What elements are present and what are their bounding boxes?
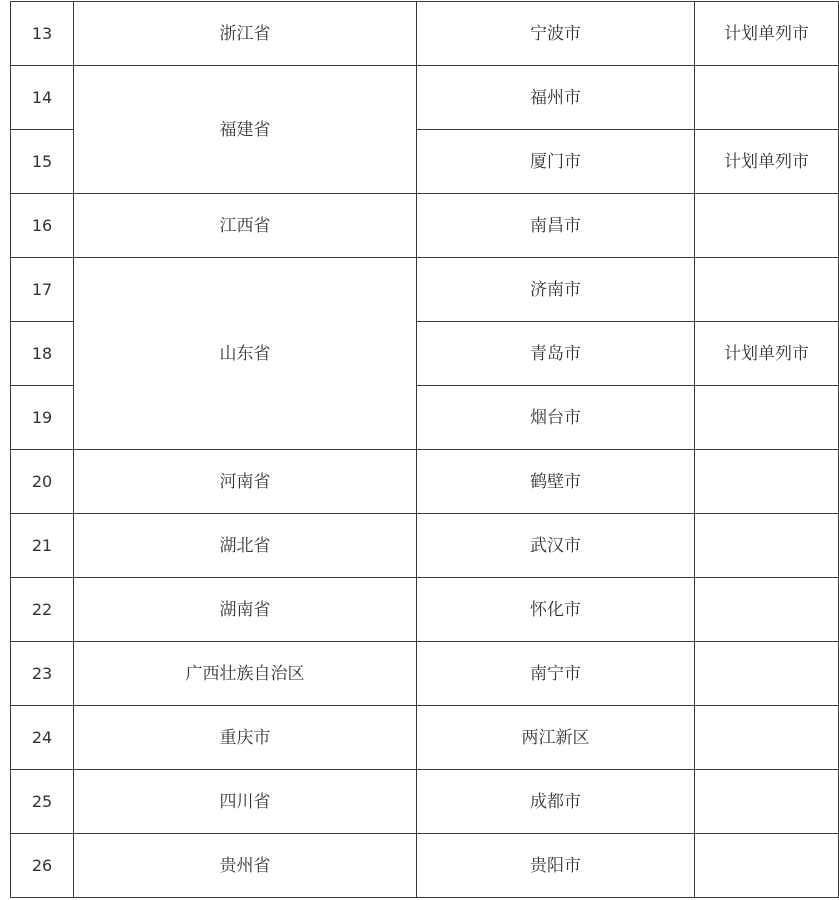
note-cell (695, 66, 839, 130)
note-cell (695, 834, 839, 898)
city-cell: 鹤壁市 (417, 450, 695, 514)
note-cell (695, 770, 839, 834)
province-cell: 河南省 (74, 450, 417, 514)
table-row (11, 770, 839, 834)
city-cell: 宁波市 (417, 2, 695, 66)
note-cell: 计划单列市 (695, 322, 839, 386)
city-list-table (10, 1, 839, 898)
province-cell: 贵州省 (74, 834, 417, 898)
city-cell: 怀化市 (417, 578, 695, 642)
city-cell: 济南市 (417, 258, 695, 322)
city-cell: 青岛市 (417, 322, 695, 386)
city-cell: 福州市 (417, 66, 695, 130)
province-cell: 重庆市 (74, 706, 417, 770)
note-cell (695, 706, 839, 770)
table-row (11, 2, 839, 66)
province-cell: 湖南省 (74, 578, 417, 642)
province-cell: 山东省 (74, 258, 417, 450)
row-number-cell: 13 (11, 2, 74, 66)
city-cell: 两江新区 (417, 706, 695, 770)
row-number-cell: 19 (11, 386, 74, 450)
note-cell (695, 578, 839, 642)
row-number-cell: 21 (11, 514, 74, 578)
note-cell (695, 194, 839, 258)
table-row (11, 834, 839, 898)
note-cell: 计划单列市 (695, 2, 839, 66)
city-cell: 南昌市 (417, 194, 695, 258)
row-number-cell: 26 (11, 834, 74, 898)
note-cell (695, 450, 839, 514)
table-row (11, 450, 839, 514)
city-cell: 成都市 (417, 770, 695, 834)
row-number-cell: 25 (11, 770, 74, 834)
note-cell (695, 642, 839, 706)
table-row (11, 578, 839, 642)
city-cell: 烟台市 (417, 386, 695, 450)
province-cell: 湖北省 (74, 514, 417, 578)
table-row (11, 258, 839, 322)
province-cell: 广西壮族自治区 (74, 642, 417, 706)
province-cell: 福建省 (74, 66, 417, 194)
table-row (11, 514, 839, 578)
province-cell: 浙江省 (74, 2, 417, 66)
row-number-cell: 20 (11, 450, 74, 514)
note-cell: 计划单列市 (695, 130, 839, 194)
province-cell: 四川省 (74, 770, 417, 834)
row-number-cell: 23 (11, 642, 74, 706)
row-number-cell: 14 (11, 66, 74, 130)
row-number-cell: 18 (11, 322, 74, 386)
city-cell: 南宁市 (417, 642, 695, 706)
row-number-cell: 22 (11, 578, 74, 642)
note-cell (695, 386, 839, 450)
city-cell: 厦门市 (417, 130, 695, 194)
note-cell (695, 258, 839, 322)
row-number-cell: 16 (11, 194, 74, 258)
province-cell: 江西省 (74, 194, 417, 258)
table-row (11, 194, 839, 258)
row-number-cell: 17 (11, 258, 74, 322)
row-number-cell: 24 (11, 706, 74, 770)
city-cell: 贵阳市 (417, 834, 695, 898)
row-number-cell: 15 (11, 130, 74, 194)
table-row (11, 642, 839, 706)
table-row (11, 66, 839, 130)
note-cell (695, 514, 839, 578)
table-row (11, 706, 839, 770)
city-cell: 武汉市 (417, 514, 695, 578)
